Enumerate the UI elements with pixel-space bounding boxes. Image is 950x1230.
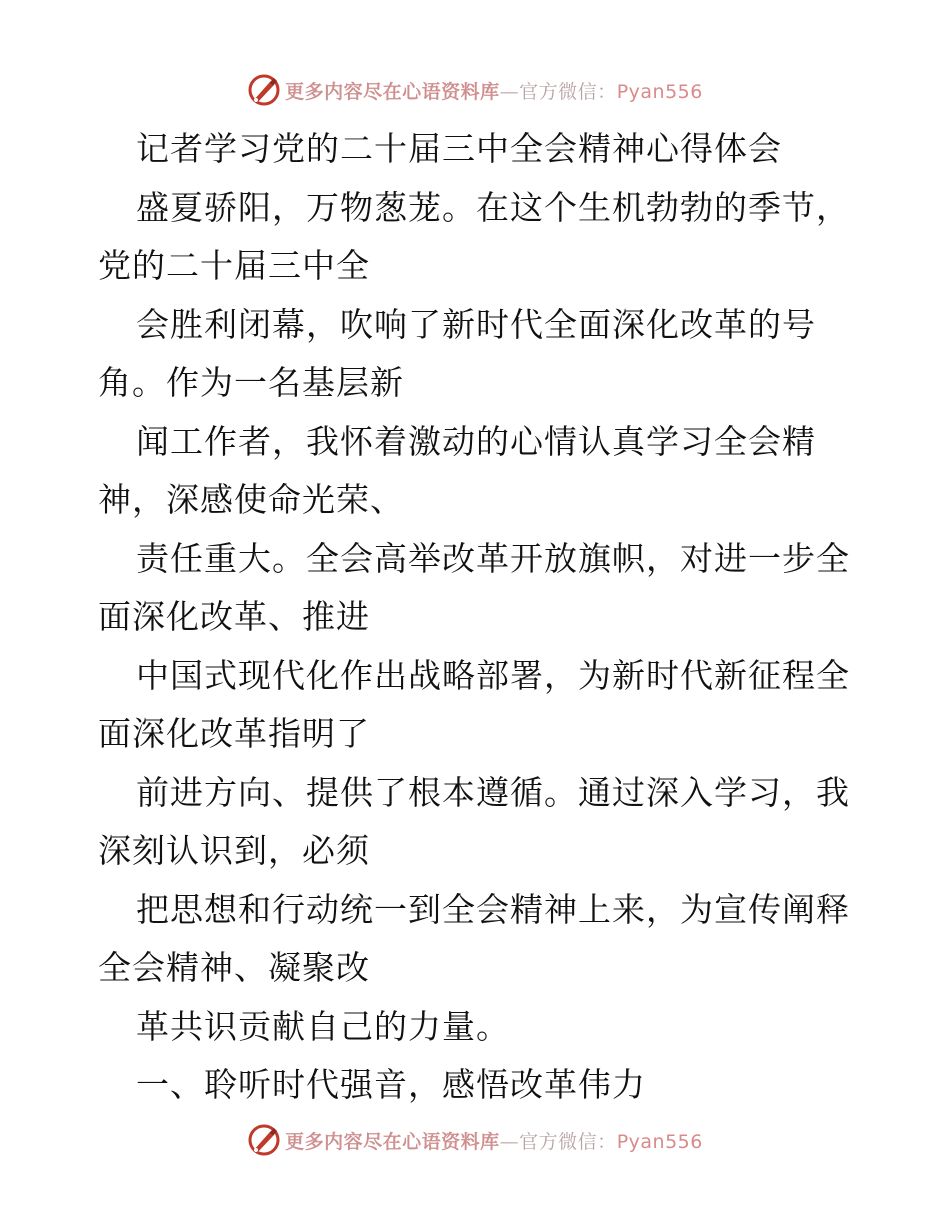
banner-wechat-id: Pyan556 <box>616 1130 703 1153</box>
text-line: 角。作为一名基层新 <box>98 363 404 402</box>
document-body <box>98 120 858 1115</box>
text-line: 前进方向、提供了根本遵循。通过深入学习，我 <box>136 772 850 812</box>
banner-text <box>285 1127 703 1154</box>
banner-site-name: 更多内容尽在心语资料库 <box>285 80 500 103</box>
banner-separator: — <box>499 1130 520 1153</box>
document-title: 记者学习党的二十届三中全会精神心得体会 <box>136 129 782 168</box>
banner-wechat-label: 官方微信： <box>519 1130 617 1153</box>
footer-watermark-banner <box>0 1120 950 1160</box>
text-line: 全会精神、凝聚改 <box>98 948 370 987</box>
text-line: 面深化改革、推进 <box>98 597 370 636</box>
header-watermark-banner <box>0 70 950 110</box>
banner-wechat-id: Pyan556 <box>616 80 703 103</box>
text-line: 闻工作者，我怀着激动的心情认真学习全会精 <box>136 421 816 461</box>
text-line: 党的二十届三中全 <box>98 246 370 285</box>
text-line: 神，深感使命光荣、 <box>98 480 404 519</box>
text-line: 面深化改革指明了 <box>98 714 370 753</box>
text-line: 一、聆听时代强音，感悟改革伟力 <box>136 1065 646 1104</box>
banner-site-name: 更多内容尽在心语资料库 <box>285 1130 500 1153</box>
text-line: 中国式现代化作出战略部署，为新时代新征程全 <box>136 655 850 695</box>
pen-logo-icon <box>247 73 281 107</box>
banner-separator: — <box>499 80 520 103</box>
pen-logo-icon <box>247 1123 281 1157</box>
banner-wechat-label: 官方微信： <box>519 80 617 103</box>
text-line: 责任重大。全会高举改革开放旗帜，对进一步全 <box>136 538 850 578</box>
text-line: 把思想和行动统一到全会精神上来，为宣传阐释 <box>136 889 850 929</box>
text-line: 盛夏骄阳，万物葱茏。在这个生机勃勃的季节， <box>136 187 850 227</box>
text-line: 深刻认识到，必须 <box>98 831 370 870</box>
text-line: 革共识贡献自己的力量。 <box>136 1006 510 1046</box>
text-line: 会胜利闭幕，吹响了新时代全面深化改革的号 <box>136 304 816 344</box>
banner-text <box>285 77 703 104</box>
